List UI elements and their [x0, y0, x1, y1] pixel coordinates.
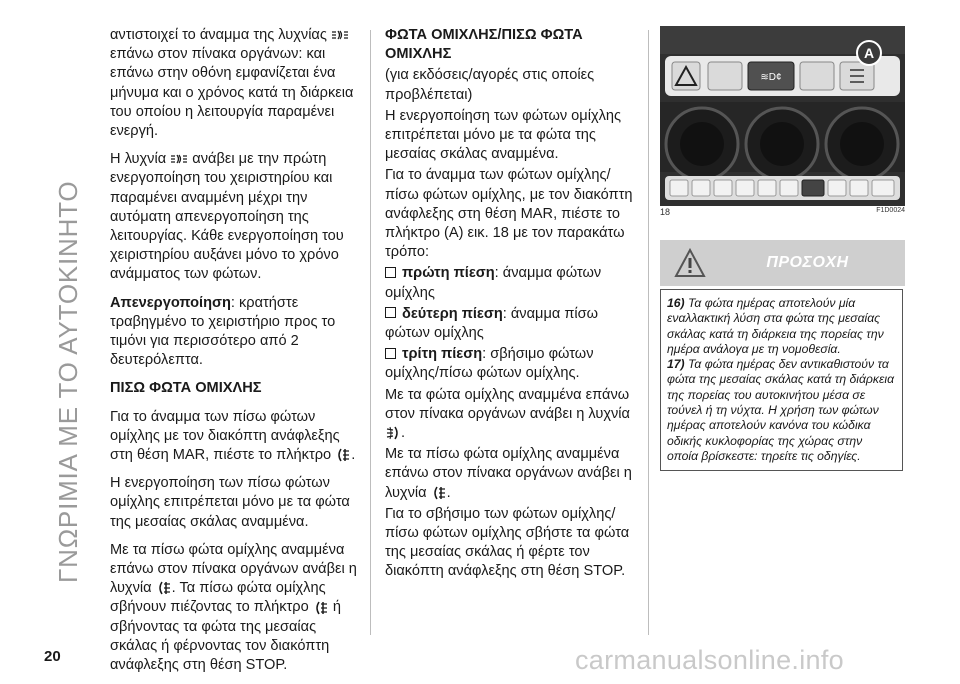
warning-box [660, 289, 903, 471]
side-section-title [48, 18, 88, 588]
column-divider [648, 30, 649, 635]
dashboard-controls-figure [660, 26, 905, 206]
front-fog-light-icon [385, 425, 401, 441]
paragraph: Με τα φώτα ομίχλης αναμμένα επάνω στον πίνακα οργάνων ανάβει η λυχνία . [385, 386, 630, 442]
rear-fog-light-icon [431, 485, 447, 501]
figure-number: 18 [660, 207, 671, 217]
list-item: τρίτη πίεση: σβήσιμο φώτων ομίχλης/πίσω φώτων ομίχλης. [385, 346, 594, 382]
paragraph: Η λυχνία ανάβει με την πρώτη ενεργοποίηση του χειριστηρίου και παραμένει αναμμένη μέχρι την αυτόματη απενεργοποίηση της λειτουργίας. Κάθε ενεργοποίηση του χειριστηρίου αυξάνει μόνο το χρόνο ανάμματος των φώτων. [110, 151, 344, 283]
svg-text:≋D¢: ≋D¢ [760, 72, 782, 83]
warning-note: 16) Τα φώτα ημέρας αποτελούν μία εναλλακτική λύση στα φώτα της μεσαίας σκάλας κατά τη διάρκεια της πορείας την ημέρα ανάλογα με τη νομοθεσία. [667, 296, 884, 356]
rear-fog-light-icon [156, 580, 172, 596]
paragraph: Με τα πίσω φώτα ομίχλης αναμμένα επάνω στον πίνακα οργάνων ανάβει η λυχνία . [385, 446, 632, 501]
svg-text:A: A [863, 45, 875, 61]
paragraph: Απενεργοποίηση: κρατήστε τραβηγμένο το χειριστήριο προς το τιμόνι για περισσότερο από 2 δευτερόλεπτα. [110, 294, 336, 369]
daytime-lights-icon [331, 29, 349, 41]
paragraph: Για το άναμμα των πίσω φώτων ομίχλης με τον διακόπτη ανάφλεξης στη θέση MAR, πιέστε το πλήκτρο . [110, 408, 356, 464]
paragraph: Η ενεργοποίηση των πίσω φώτων ομίχλης επιτρέπεται μόνο με τα φώτα της μεσαίας σκάλας αναμμένα. [110, 475, 350, 530]
svg-text:ΓΝΩΡΙΜΙΑ ΜΕ ΤΟ ΑΥΤΟΚΙΝΗΤΟ: ΓΝΩΡΙΜΙΑ ΜΕ ΤΟ ΑΥΤΟΚΙΝΗΤΟ [53, 180, 83, 583]
section-heading: ΦΩΤΑ ΟΜΙΧΛΗΣ/ΠΙΣΩ ΦΩΤΑ ΟΜΙΧΛΗΣ [385, 27, 583, 63]
paragraph: (για εκδόσεις/αγορές στις οποίες προβλέπεται) [385, 67, 595, 103]
warning-title: ΠΡΟΣΟΧΗ [766, 254, 849, 271]
warning-triangle-icon [674, 248, 706, 278]
rear-fog-light-icon [313, 600, 329, 616]
section-heading: ΠΙΣΩ ΦΩΤΑ ΟΜΙΧΛΗΣ [110, 380, 262, 397]
warning-note: 17) Τα φώτα ημέρας δεν αντικαθιστούν τα φώτα της μεσαίας σκάλας κατά τη διάρκεια της πορείας του αυτοκινήτου μέσα σε τούνελ ή τη νύχτα. Η χρήση των φώτων ημέρας αποτελούν κανόνα του κώδικα οδικής κυκλοφορίας της χώρας στην οποία βρίσκεστε: τηρείτε τις οδηγίες. [667, 357, 895, 463]
paragraph: Για το σβήσιμο των φώτων ομίχλης/πίσω φώτων ομίχλης σβήστε τα φώτα της μεσαίας σκάλας ή φέρτε τον διακόπτη ανάφλεξης στη θέση STOP. [385, 505, 630, 580]
list-item: δεύτερη πίεση: άναμμα πίσω φώτων ομίχλης [385, 305, 599, 342]
rear-fog-light-icon [335, 447, 351, 463]
paragraph: αντιστοιχεί το άναμμα της λυχνίας επάνω στον πίνακα οργάνων: και επάνω στην οθόνη εμφανίζεται ένα μήνυμα και ο χρόνος κατά τη διάρκεια του οποίου η λειτουργία παραμένει ενεργή. [110, 27, 354, 140]
text-column-left [110, 26, 360, 684]
text-column-middle [385, 26, 640, 591]
watermark: carmanualsonline.info [575, 645, 844, 675]
page-number: 20 [44, 648, 61, 665]
list-item: πρώτη πίεση: άναμμα φώτων ομίχλης [385, 265, 602, 301]
figure-code: F1D0024 [876, 207, 905, 214]
column-divider [370, 30, 371, 635]
warning-header [660, 240, 905, 286]
paragraph: Η ενεργοποίηση των φώτων ομίχλης επιτρέπεται μόνο με τα φώτα της μεσαίας σκάλας αναμμένα. [385, 107, 622, 163]
bullet-box-icon [385, 307, 396, 318]
bullet-box-icon [385, 348, 396, 359]
daytime-lights-icon [170, 153, 188, 165]
paragraph: Για το άναμμα των φώτων ομίχλης/πίσω φώτων ομίχλης, με τον διακόπτη ανάφλεξης στη θέση MAR, πιέστε το πλήκτρο (A) εικ. 18 με τον παρακάτω τρόπο: [385, 167, 633, 261]
paragraph: Με τα πίσω φώτα ομίχλης αναμμένα επάνω στον πίνακα οργάνων ανάβει η λυχνία . Τα πίσω φώτα ομίχλης σβήνουν πιέζοντας το πλήκτρο ή σβήνοντας τα φώτα της μεσαίας σκάλας ή φέρνοντας τον διακόπτη ανάφλεξης στη θέση STOP. [110, 541, 357, 674]
bullet-box-icon [385, 267, 396, 278]
